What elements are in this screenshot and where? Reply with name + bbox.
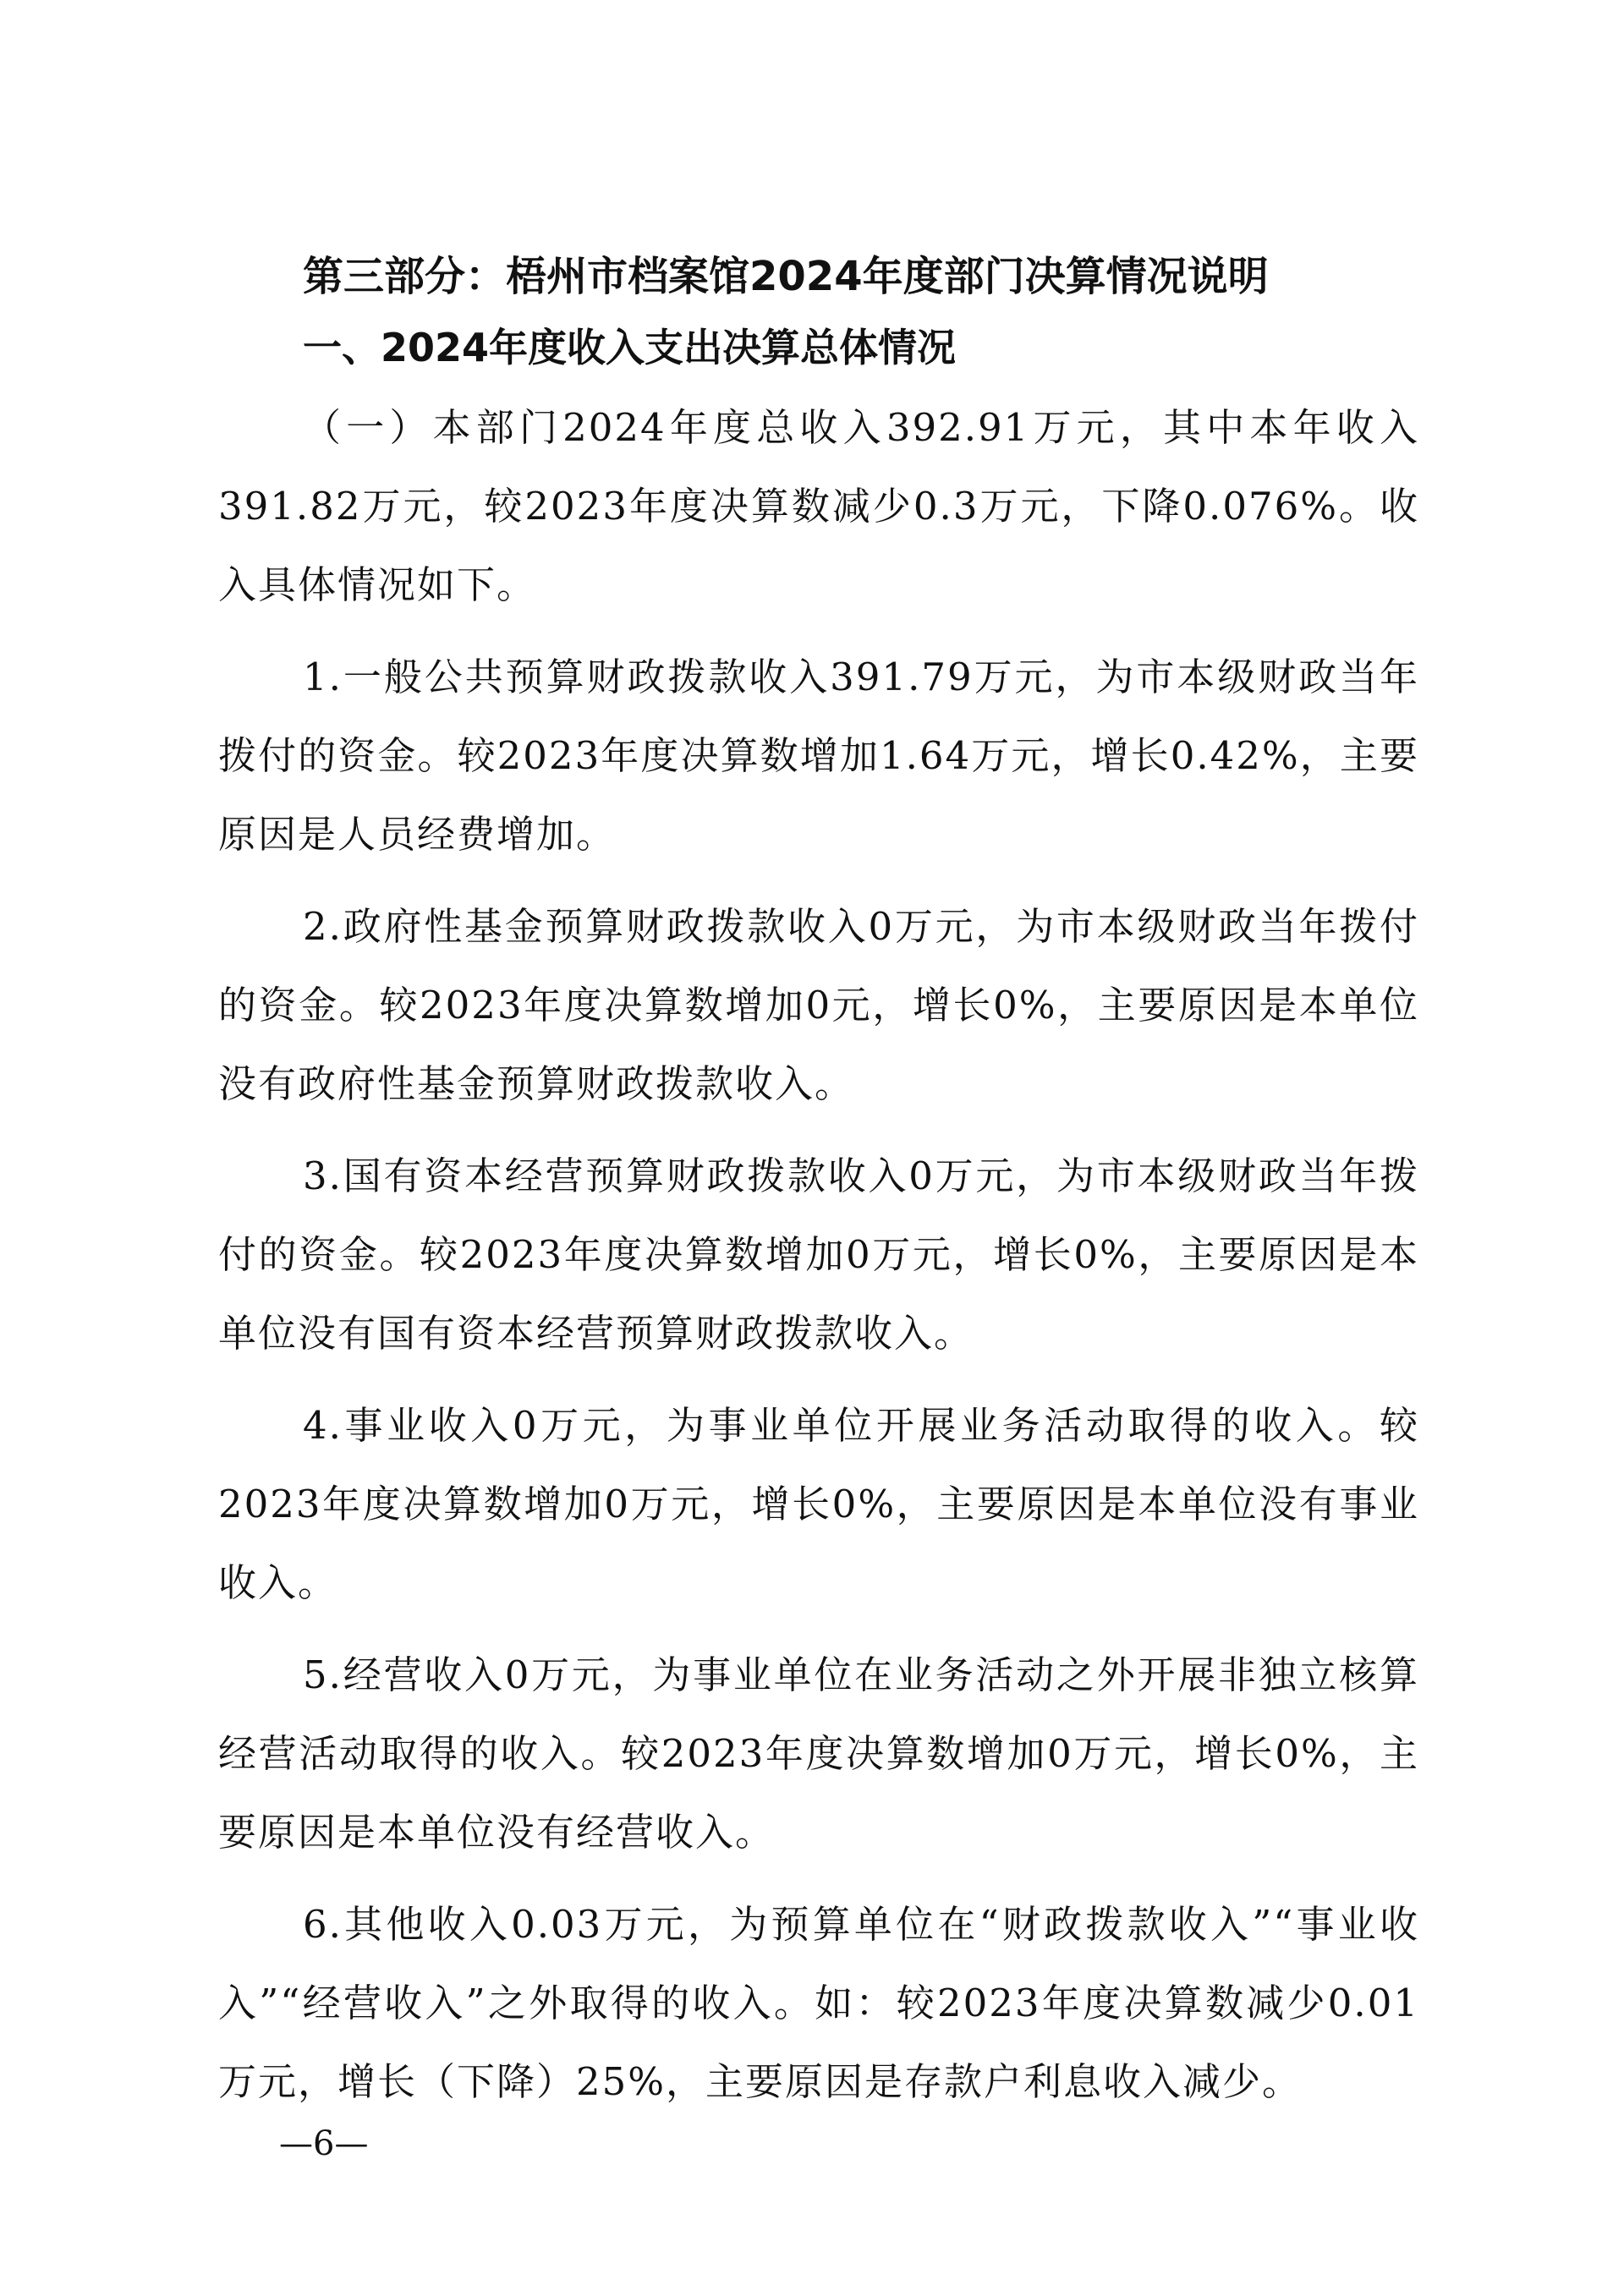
paragraph-state-capital: 3.国有资本经营预算财政拨款收入0万元，为市本级财政当年拨付的资金。较2023年度决算数增加0万元，增长0%，主要原因是本单位没有国有资本经营预算财政拨款收入。 <box>218 1153 1419 1356</box>
document-body <box>218 241 1419 2134</box>
paragraph-other-income: 6.其他收入0.03万元，为预算单位在“财政拨款收入”“事业收入”“经营收入”之外取得的收入。如：较2023年度决算数减少0.01万元，增长（下降）25%，主要原因是存款户利息收入减少。 <box>218 1902 1419 2104</box>
paragraph-operating-income: 5.经营收入0万元，为事业单位在业务活动之外开展非独立核算经营活动取得的收入。较2023年度决算数增加0万元，增长0%，主要原因是本单位没有经营收入。 <box>218 1652 1419 1855</box>
paragraph-general-budget: 1.一般公共预算财政拨款收入391.79万元，为市本级财政当年拨付的资金。较2023年度决算数增加1.64万元，增长0.42%，主要原因是人员经费增加。 <box>218 655 1419 857</box>
paragraph-business-income: 4.事业收入0万元，为事业单位开展业务活动取得的收入。较2023年度决算数增加0万元，增长0%，主要原因是本单位没有事业收入。 <box>218 1403 1419 1605</box>
document-title: 第三部分：梧州市档案馆2024年度部门决算情况说明 <box>303 253 1269 300</box>
paragraph-overview: （一）本部门2024年度总收入392.91万元，其中本年收入391.82万元，较2023年度决算数减少0.3万元，下降0.076%。收入具体情况如下。 <box>218 405 1419 607</box>
paragraph-government-fund: 2.政府性基金预算财政拨款收入0万元，为市本级财政当年拨付的资金。较2023年度决算数增加0元，增长0%，主要原因是本单位没有政府性基金预算财政拨款收入。 <box>218 904 1419 1106</box>
page-number: —6— <box>279 2124 369 2163</box>
section-heading: 一、2024年度收入支出决算总体情况 <box>303 325 957 370</box>
